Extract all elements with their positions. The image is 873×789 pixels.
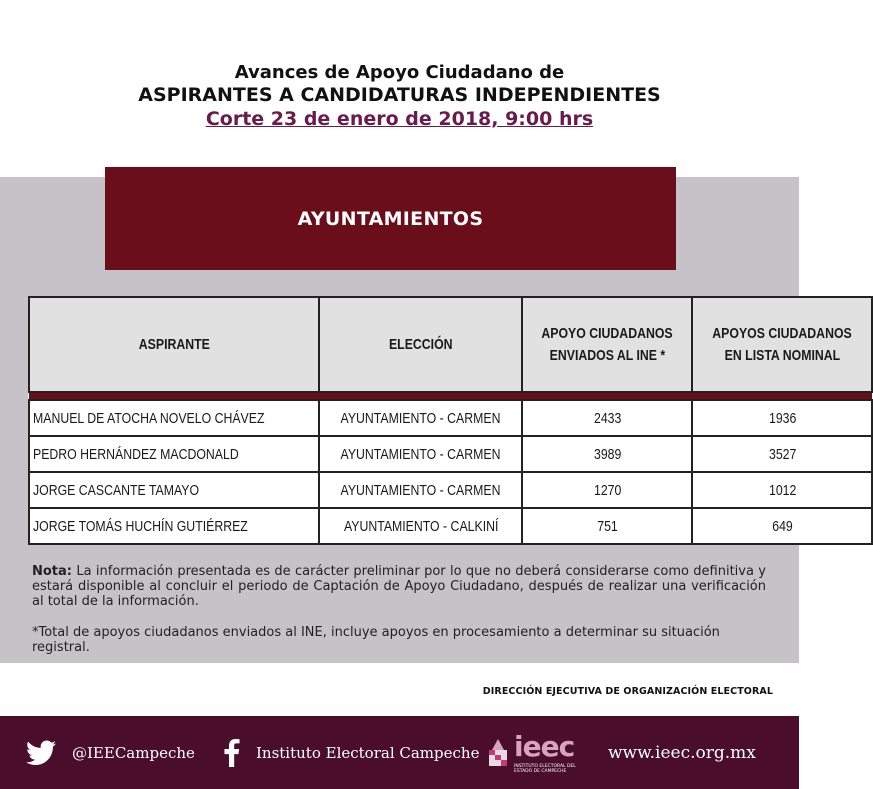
table-header-row xyxy=(29,297,872,392)
twitter-icon[interactable] xyxy=(26,716,56,789)
cell-aspirante: MANUEL DE ATOCHA NOVELO CHÁVEZ xyxy=(33,409,265,427)
cell-lista: 1012 xyxy=(768,481,797,499)
page-header xyxy=(0,62,799,131)
cell-enviados: 1270 xyxy=(593,481,621,499)
cell-enviados: 3989 xyxy=(593,445,621,463)
cell-lista: 1936 xyxy=(768,409,797,427)
section-banner xyxy=(105,167,676,270)
cell-eleccion: AYUNTAMIENTO - CARMEN xyxy=(340,481,501,499)
section-title: AYUNTAMIENTOS xyxy=(297,207,484,230)
header-divider xyxy=(29,392,872,400)
ieec-logo-text: ieec xyxy=(514,730,575,763)
direction-label: DIRECCIÓN EJECUTIVA DE ORGANIZACIÓN ELECTORAL xyxy=(482,686,773,697)
cell-enviados: 751 xyxy=(597,517,618,535)
cell-aspirante: PEDRO HERNÁNDEZ MACDONALD xyxy=(33,445,239,463)
website-link[interactable]: www.ieec.org.mx xyxy=(608,742,756,763)
facebook-icon[interactable] xyxy=(220,716,244,789)
footer-bar xyxy=(0,716,799,789)
candidates-table xyxy=(28,296,873,545)
ieec-logo xyxy=(486,716,512,789)
table-row xyxy=(29,400,872,436)
header-line-1: Avances de Apoyo Ciudadano de xyxy=(234,62,565,83)
cell-eleccion: AYUNTAMIENTO - CARMEN xyxy=(340,409,501,427)
cell-aspirante: JORGE TOMÁS HUCHÍN GUTIÉRREZ xyxy=(33,517,248,535)
footnote: *Total de apoyos ciudadanos enviados al INE, incluye apoyos en procesamiento a determinar su situación registral. xyxy=(32,625,720,655)
facebook-page[interactable]: Instituto Electoral Campeche xyxy=(256,743,480,762)
col-header-eleccion: ELECCIÓN xyxy=(319,297,522,392)
cutoff-date: Corte 23 de enero de 2018, 9:00 hrs xyxy=(205,108,594,130)
table-row xyxy=(29,508,872,544)
col-header-lista: APOYOS CIUDADANOS EN LISTA NOMINAL xyxy=(692,297,872,392)
cell-aspirante: JORGE CASCANTE TAMAYO xyxy=(33,481,200,499)
cell-lista: 3527 xyxy=(768,445,797,463)
header-line-2: ASPIRANTES A CANDIDATURAS INDEPENDIENTES xyxy=(138,84,661,106)
cell-eleccion: AYUNTAMIENTO - CALKINÍ xyxy=(343,517,499,535)
note-text: La información presentada es de carácter preliminar por lo que no deberá considerarse como definitiva y estará disponible al concluir el periodo de Captación de Apoyo Ciudadano, después de realizar una verificación al total de la información. xyxy=(32,564,766,609)
note-label: Nota: xyxy=(32,564,72,579)
cell-lista: 649 xyxy=(772,517,793,535)
cell-enviados: 2433 xyxy=(593,409,621,427)
col-header-aspirante: ASPIRANTE xyxy=(29,297,319,392)
col-header-enviados: APOYO CIUDADANOS ENVIADOS AL INE * xyxy=(522,297,692,392)
cell-eleccion: AYUNTAMIENTO - CARMEN xyxy=(340,445,501,463)
ieec-logo-subtitle: INSTITUTO ELECTORAL DEL ESTADO DE CAMPECHE xyxy=(514,764,576,774)
disclaimer-note xyxy=(32,564,766,609)
table-row xyxy=(29,436,872,472)
twitter-handle[interactable]: @IEECampeche xyxy=(72,743,195,762)
table-row xyxy=(29,472,872,508)
